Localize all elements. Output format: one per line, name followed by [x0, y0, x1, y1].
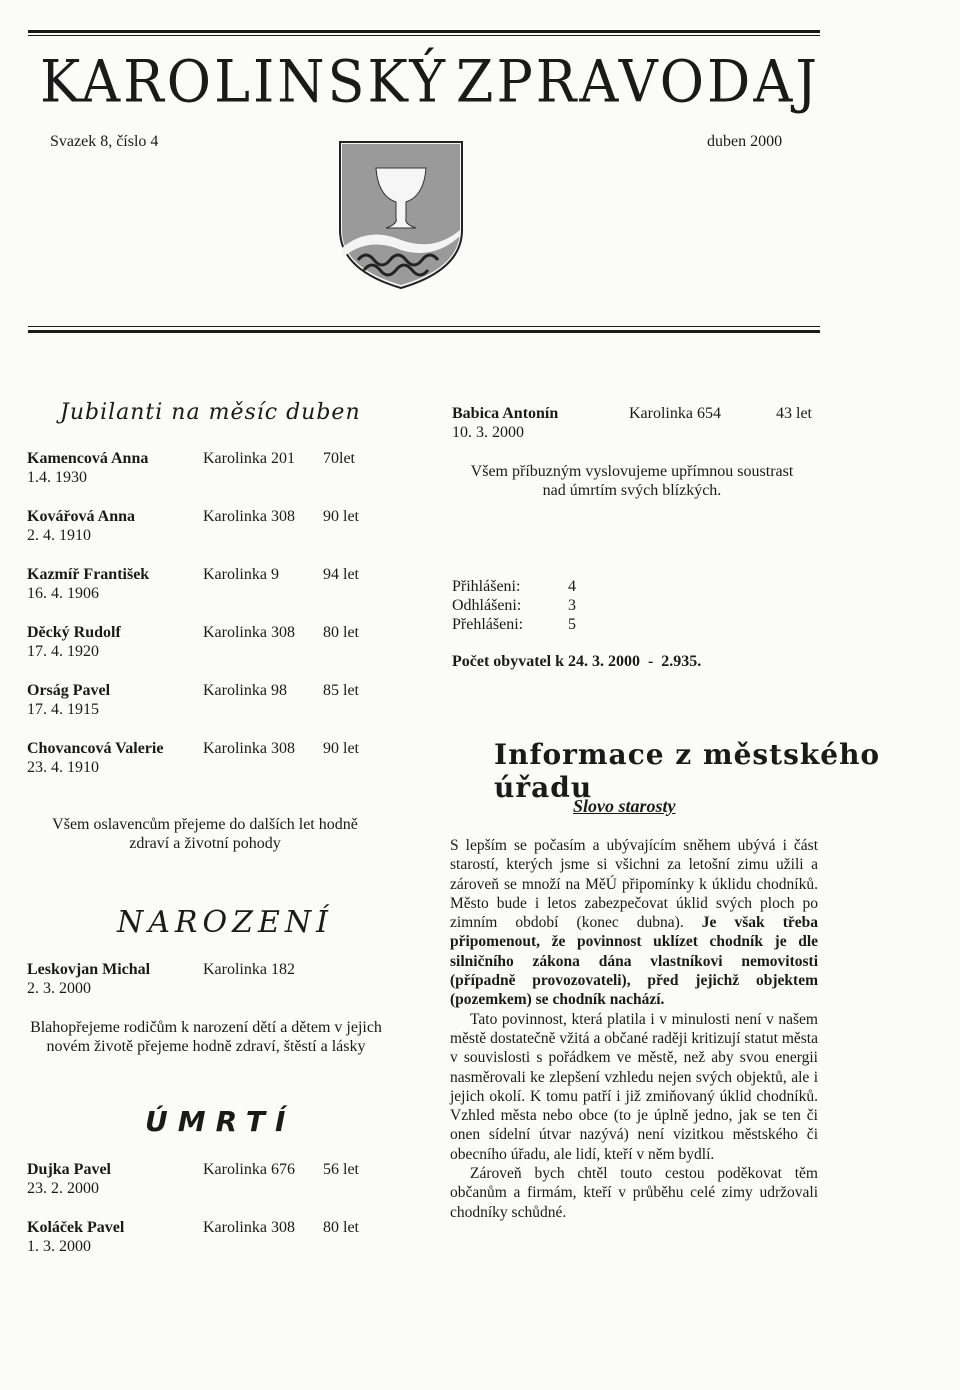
entry-address: Karolinka 654 — [629, 405, 721, 422]
stat-label: Přihlášeni: — [452, 578, 521, 595]
population-total: Počet obyvatel k 24. 3. 2000 - 2.935. — [452, 653, 702, 670]
mayor-article — [450, 836, 818, 1222]
jubilant-entry — [27, 739, 387, 779]
entry-age: 90 let — [323, 740, 359, 757]
entry-name: Kazmíř František — [27, 566, 150, 583]
entry-name: Dujka Pavel — [27, 1161, 111, 1178]
article-text: S lepším se počasím a ubývajícím sněhem ubývá i část starostí, kterých jsme si všichni za letošní zimu užili a zároveň se množí na MěÚ připomínky k úklidu chodníků. Město bude i letos zabezpečovat úklid svých ploch po zimním období (konec dubna). — [450, 837, 818, 932]
masthead-title-left: KAROLINSKÝ — [40, 46, 449, 116]
birth-entry — [27, 960, 387, 1000]
top-rule-thin — [28, 35, 820, 36]
office-heading: Informace z městského úřadu — [494, 738, 881, 804]
entry-age: 80 let — [323, 624, 359, 641]
entry-address: Karolinka 182 — [203, 961, 295, 978]
entry-address: Karolinka 308 — [203, 740, 295, 757]
death-entry — [27, 1160, 387, 1200]
entry-name: Babica Antonín — [452, 405, 559, 422]
death-entry — [452, 404, 822, 444]
entry-age: 70let — [323, 450, 355, 467]
entry-date: 2. 3. 2000 — [27, 980, 91, 997]
entry-date: 17. 4. 1920 — [27, 643, 99, 660]
issue-date: duben 2000 — [707, 133, 783, 150]
entry-age: 90 let — [323, 508, 359, 525]
entry-name: Kamencová Anna — [27, 450, 149, 467]
entry-name: Chovancová Valerie — [27, 740, 164, 757]
entry-address: Karolinka 9 — [203, 566, 279, 583]
condolence — [452, 462, 812, 500]
births-wish: Blahopřejeme rodičům k narození dětí a dětem v jejich novém životě přejeme hodně zdraví, štěstí a lásky — [30, 1019, 382, 1055]
entry-address: Karolinka 201 — [203, 450, 295, 467]
jubilant-entry — [27, 565, 387, 605]
stat-row — [452, 577, 576, 596]
stat-row — [452, 615, 576, 634]
stat-value: 5 — [568, 616, 576, 633]
issue-number: Svazek 8, číslo 4 — [50, 133, 159, 150]
stat-label: Odhlášeni: — [452, 597, 522, 614]
entry-address: Karolinka 308 — [203, 624, 295, 641]
top-rule — [28, 30, 820, 33]
deaths-heading: ÚMRTÍ — [145, 1105, 296, 1138]
middle-rule-thin — [28, 326, 820, 327]
entry-age: 56 let — [323, 1161, 359, 1178]
stat-row — [452, 596, 576, 615]
entry-date: 1.4. 1930 — [27, 469, 87, 486]
entry-address: Karolinka 308 — [203, 508, 295, 525]
entry-date: 1. 3. 2000 — [27, 1238, 91, 1255]
article-paragraph-3: Zároveň bych chtěl touto cestou poděkovat těm občanům a firmám, kteří v průběhu celé zimy udržovali chodníky schůdné. — [450, 1165, 818, 1221]
entry-address: Karolinka 676 — [203, 1161, 295, 1178]
jubilant-entry — [27, 623, 387, 663]
entry-age: 43 let — [776, 405, 812, 422]
middle-rule — [28, 330, 820, 333]
entry-name: Kovářová Anna — [27, 508, 136, 525]
jubilants-heading: Jubilanti na měsíc duben — [60, 400, 361, 425]
article-paragraph-1 — [450, 836, 818, 1010]
entry-date: 2. 4. 1910 — [27, 527, 91, 544]
office-subheading: Slovo starosty — [573, 796, 676, 816]
death-entry — [27, 1218, 387, 1258]
entry-date: 23. 2. 2000 — [27, 1180, 99, 1197]
entry-name: Děcký Rudolf — [27, 624, 121, 641]
stat-value: 3 — [568, 597, 576, 614]
entry-name: Leskovjan Michal — [27, 961, 151, 978]
article-bold-text: Je však třeba připomenout, že povinnost uklízet chodník je dle silničního zákona dána vlastníkovi nemovitosti (případně provozovateli), před jejichž objektem (pozemkem) se chodník nachází. — [450, 914, 818, 1009]
entry-date: 10. 3. 2000 — [452, 424, 524, 441]
stat-label: Přehlášeni: — [452, 616, 524, 633]
entry-date: 23. 4. 1910 — [27, 759, 99, 776]
entry-address: Karolinka 98 — [203, 682, 287, 699]
masthead-title-right: ZPRAVODAJ — [455, 46, 820, 116]
entry-date: 16. 4. 1906 — [27, 585, 99, 602]
jubilant-entry — [27, 507, 387, 547]
masthead — [40, 43, 820, 119]
entry-name: Koláček Pavel — [27, 1219, 125, 1236]
population-stats — [452, 577, 576, 634]
entry-age: 85 let — [323, 682, 359, 699]
births-heading: NAROZENÍ — [117, 905, 333, 940]
article-paragraph-2: Tato povinnost, která platila i v minulosti není v našem městě dostatečně vžitá a občané raději kritizují statut města v souvislosti s pořádkem ve městě, než aby svou energii nasměrovali ke zlepšení vzhledu nejen svých objektů, ale i jejich okolí. K tomu patří i již zmiňovaný úklid chodníků. Vzhled města nebo obce (to je úplně jedno, jak se ten či onen sídelní útvar nazývá) není vizitkou městského či obecního úřadu, ale lidí, kteří v něm bydlí. — [450, 1010, 818, 1163]
town-crest-icon — [338, 140, 464, 290]
jubilant-entry — [27, 681, 387, 721]
stat-value: 4 — [568, 578, 576, 595]
jubilants-wish: Všem oslavencům přejeme do dalších let hodně zdraví a životní pohody — [52, 816, 358, 852]
entry-age: 94 let — [323, 566, 359, 583]
entry-age: 80 let — [323, 1219, 359, 1236]
jubilant-entry — [27, 449, 387, 489]
condolence-line-1: Všem příbuzným vyslovujeme upřímnou soustrast — [470, 463, 794, 480]
entry-date: 17. 4. 1915 — [27, 701, 99, 718]
entry-address: Karolinka 308 — [203, 1219, 295, 1236]
condolence-line-2: nad úmrtím svých blízkých. — [542, 482, 722, 499]
entry-name: Orság Pavel — [27, 682, 111, 699]
